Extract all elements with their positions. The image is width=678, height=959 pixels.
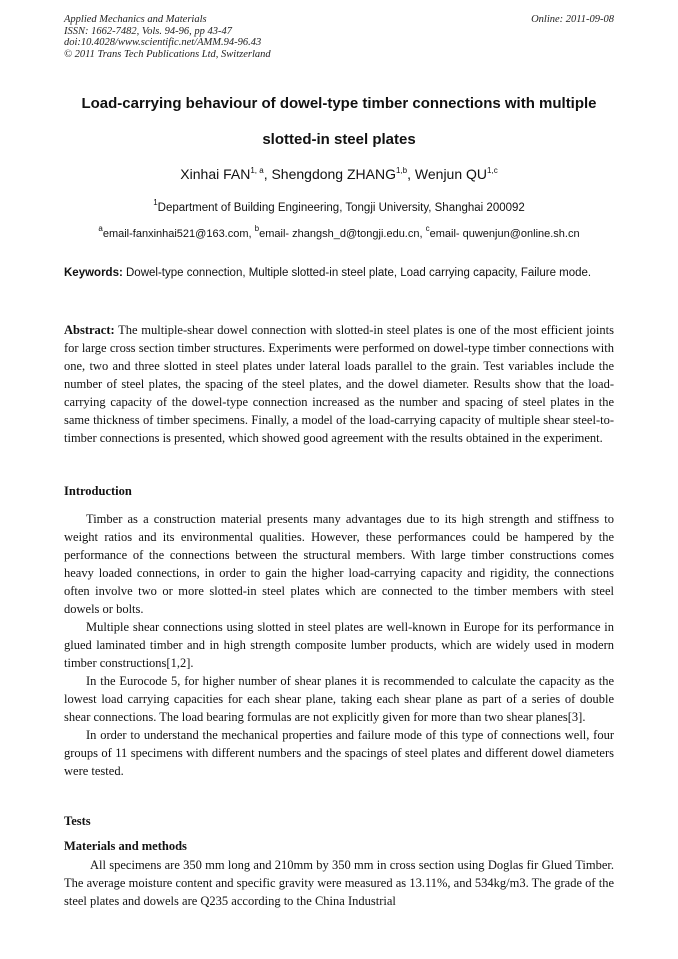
online-date: Online: 2011-09-08	[531, 14, 614, 25]
paragraph: In order to understand the mechanical properties and failure mode of this type of connections well, four groups of 11 specimens with different numbers and the spacings of steel plates and different dowel diameters were tested.	[64, 728, 614, 778]
abstract	[64, 321, 614, 447]
paragraph: Timber as a construction material presents many advantages due to its high strength and stiffness to weight ratios and its environmental qualities. However, these performances could be hampered by the performance of the connections between the structural members. With large timber constructions comes heavy loaded connections, in order to gain the higher load-carrying capacity and rigidity, the connections often involve two or more slotted-in steel plates which are connected to the timber members with steel dowels or bolts.	[64, 512, 614, 616]
issn: ISSN: 1662-7482, Vols. 94-96, pp 43-47	[64, 25, 232, 37]
author-name: Wenjun QU	[414, 166, 488, 182]
section-heading-introduction: Introduction	[64, 484, 132, 498]
affiliation-sup: 1	[153, 198, 158, 207]
materials-body	[64, 856, 614, 910]
abstract-label: Abstract:	[64, 323, 115, 337]
author-sup: 1,c	[487, 166, 498, 175]
paragraph: Multiple shear connections using slotted in steel plates are well-known in Europe for its performance in glued laminated timber and in high strength composite lumber products, which are widely used in modern timber constructions[1,2].	[64, 620, 614, 670]
paragraph: In the Eurocode 5, for higher number of shear planes it is recommended to calculate the capacity as the lowest load carrying capacities for each shear plane, taking each shear plane as part of a series of double shear connections. The load bearing formulas are not explicitly given for more than two shear planes[3].	[64, 674, 614, 724]
keywords-text: Dowel-type connection, Multiple slotted-in steel plate, Load carrying capacity, Failure mode.	[126, 267, 592, 279]
copyright: © 2011 Trans Tech Publications Ltd, Switzerland	[64, 48, 271, 60]
introduction-body	[64, 510, 614, 780]
email-link[interactable]: email-fanxinhai521@163.com	[102, 228, 249, 240]
journal-name: Applied Mechanics and Materials	[64, 14, 207, 25]
affiliation	[64, 198, 614, 214]
section-heading-tests: Tests	[64, 814, 91, 828]
journal-header	[64, 14, 614, 60]
author-list: Xinhai FAN$^{1, a}$, Shengdong ZHANG$^{1,b}$, Wenjun QU$^{1,c}$	[180, 166, 498, 182]
keywords-label: Keywords:	[64, 267, 123, 279]
paragraph: All specimens are 350 mm long and 210mm by 350 mm in cross section using Doglas fir Glued Timber. The average moisture content and specific gravity were measured as 13.11%, and 534kg/m3. The grade of the steel plates and dowels are Q235 according to the China Industrial	[64, 858, 614, 908]
author-name: Xinhai FAN	[180, 166, 251, 182]
affiliation-text: Department of Building Engineering, Tongji University, Shanghai 200092	[157, 202, 525, 214]
author-name: Shengdong ZHANG	[271, 166, 396, 182]
email-sup: c	[425, 224, 430, 233]
email-sup: a	[98, 224, 103, 233]
author-sup: 1,b	[396, 166, 408, 175]
email-list: $^a$email-fanxinhai521@163.com, $^b$email- zhangsh_d@tongji.edu.cn, $^c$email- quwenjun@online.sh.cn	[98, 224, 580, 240]
abstract-text: The multiple-shear dowel connection with slotted-in steel plates is one of the most efficient joints for large cross section timber structures. Experiments were performed on dowel-type timber connections with one, two and three slotted in steel plates under lateral loads parallel to the grain. Test variables include the number of steel plates, the spacing of the steel plates, and the dowel diameter. Results show that the load-carrying capacity of the dowel-type connection increased as the number and spacing of steel plates in the same thickness of timber specimens. Finally, a model of the load-carrying capacity of multiple shear steel-to-timber connections is presented, which showed good agreement with the results obtained in the experiment.	[64, 323, 614, 445]
author-sup: 1, a	[250, 166, 264, 175]
subsection-heading-materials: Materials and methods	[64, 839, 187, 853]
paper-title: Load-carrying behaviour of dowel-type timber connections with multiple slotted-in steel plates	[81, 95, 597, 148]
email-sup: b	[254, 224, 260, 233]
email-link[interactable]: email- quwenjun@online.sh.cn	[429, 228, 580, 240]
keywords	[64, 264, 614, 283]
doi[interactable]: doi:10.4028/www.scientific.net/AMM.94-96.43	[64, 37, 262, 48]
email-link[interactable]: email- zhangsh_d@tongji.edu.cn	[259, 228, 420, 240]
